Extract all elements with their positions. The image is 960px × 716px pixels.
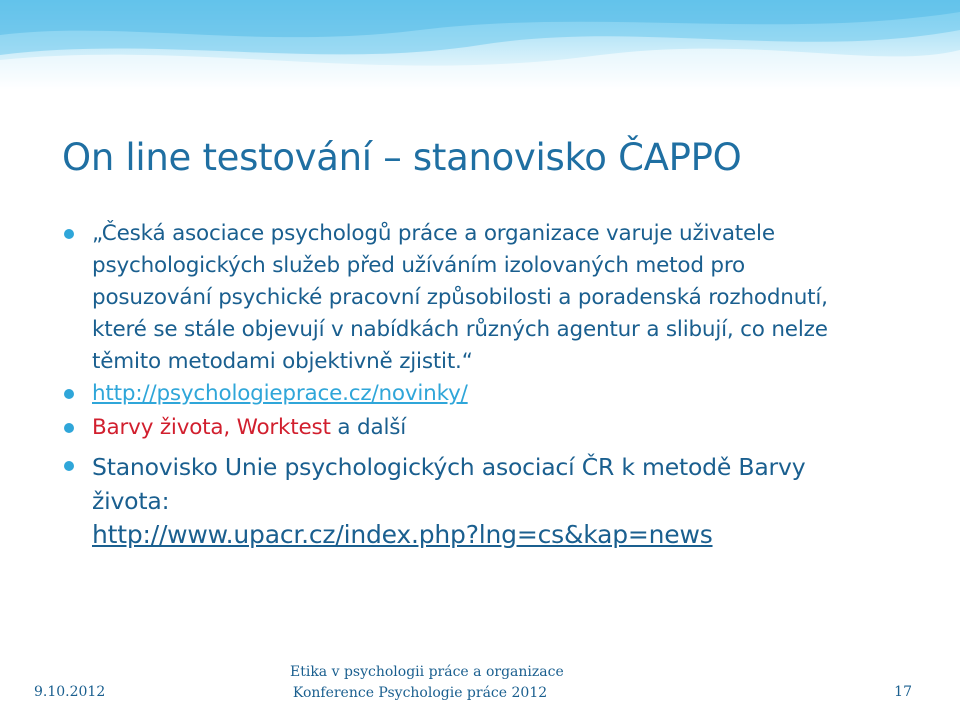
bullet-barvy-zivota [62,412,852,444]
bullet-list [62,218,852,552]
header-wave-decoration [0,0,960,90]
bullet-dot-icon [64,423,74,433]
header-band [0,0,960,90]
bullet-text: Stanovisko Unie psychologických asociací ČR k metodě Barvy života: [92,453,806,515]
highlight-text: Barvy života, Worktest [92,415,331,440]
link-psychologieprace[interactable]: http://psychologieprace.cz/novinky/ [92,381,468,406]
link-upacr[interactable]: http://www.upacr.cz/index.php?lng=cs&kap=news [92,520,713,549]
footer-center [290,662,564,704]
bullet-dot-icon [64,461,74,471]
footer-line-1: Etika v psychologii práce a organizace [290,664,564,680]
bullet-text: „Česká asociace psychologů práce a organizace varuje uživatele psychologických služeb před užíváním izolovaných metod pro posuzování psychické pracovní způsobilosti a poradenská rozhodnutí, které se stále objevují v nabídkách různých agentur a slibují, co nelze těmito metodami objektivně zjistit.“ [92,221,828,374]
slide-title: On line testování – stanovisko ČAPPO [62,136,742,179]
bullet-text: a další [330,415,407,440]
bullet-upacr-statement [62,450,852,552]
footer-line-2: Konference Psychologie práce 2012 [292,685,548,701]
page-number: 17 [894,684,912,700]
bullet-dot-icon [64,229,74,239]
bullet-capp-warning [62,218,852,378]
footer-date: 9.10.2012 [34,684,106,700]
bullet-dot-icon [64,389,74,399]
bullet-link-psychologieprace [62,378,852,410]
